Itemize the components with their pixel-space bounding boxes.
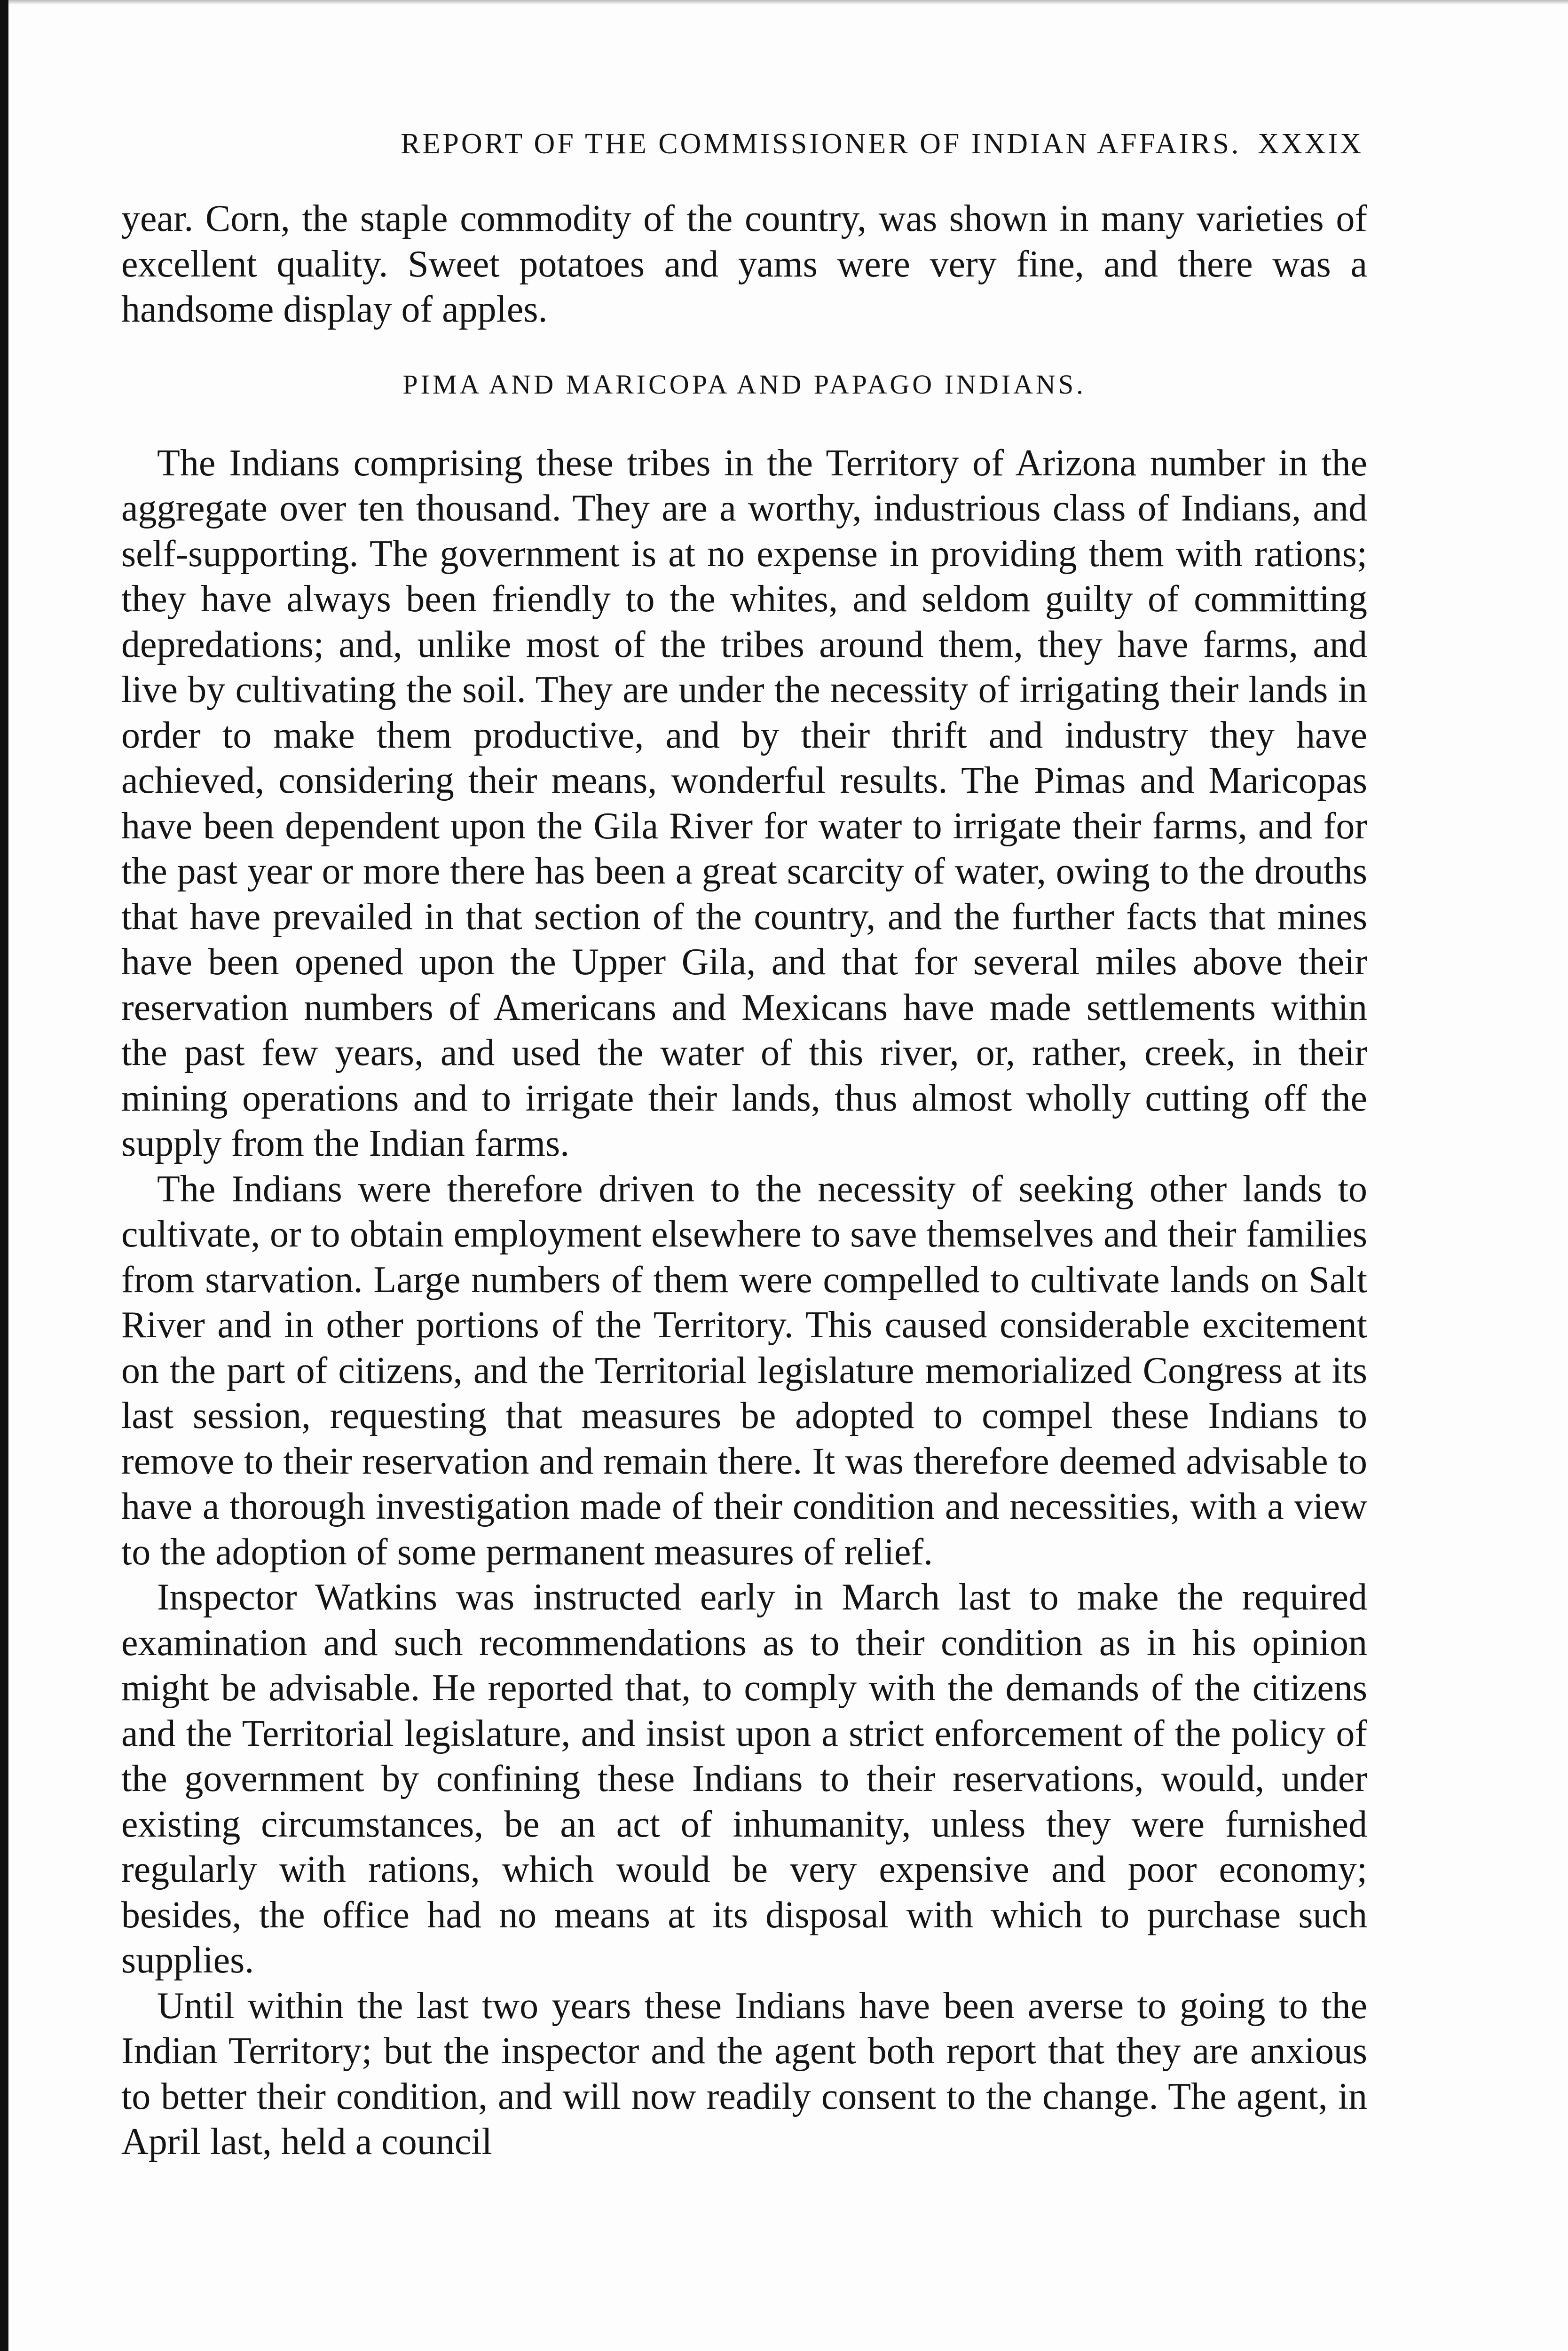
paragraph-2: The Indians were therefore driven to the necessity of seeking other lands to cultivate, or to obtain employment elsewhere to save themselves and their families from starvation. Large numbers of them were compelled to cultivate lands on Salt River and in other portions of the Territory. This caused considerable excitement on the part of citizens, and the Territorial legislature memorialized Congress at its last session, requesting that measures be adopted to compel these Indians to remove to their reservation and remain there. It was therefore deemed advisable to have a thorough investigation made of their condition and necessities, with a view to the adoption of some permanent measures of relief. [121, 1168, 1367, 1573]
paragraph-1: The Indians comprising these tribes in the Territory of Arizona number in the aggregate over ten thousand. They are a worthy, industrious class of Indians, and self-supporting. The government is at no expense in providing them with rations; they have always been friendly to the whites, and seldom guilty of committing depredations; and, unlike most of the tribes around them, they have farms, and live by cultivating the soil. They are under the necessity of irrigating their lands in order to make them productive, and by their thrift and industry they have achieved, considering their means, wonderful results. The Pimas and Maricopas have been dependent upon the Gila River for water to irrigate their farms, and for the past year or more there has been a great scarcity of water, owing to the drouths that have prevailed in that section of the country, and the further facts that mines have been opened upon the Upper Gila, and that for several miles above their reservation numbers of Americans and Mexicans have made settlements within the past few years, and used the water of this river, or, rather, creek, in their mining operations and to irrigate their lands, thus almost wholly cutting off the supply from the Indian farms. [121, 442, 1367, 1164]
section-heading: PIMA AND MARICOPA AND PAPAGO INDIANS. [402, 369, 1086, 400]
paragraph-4: Until within the last two years these Indians have been averse to going to the Indian Territory; but the inspector and the agent both report that they are anxious to better their condition, and will now readily consent to the change. The agent, in April last, held a council [121, 1985, 1367, 2162]
running-title: REPORT OF THE COMMISSIONER OF INDIAN AFFAIRS. [401, 128, 1241, 160]
continuation-paragraph: year. Corn, the staple commodity of the country, was shown in many varieties of excellent quality. Sweet potatoes and yams were very fine, and there was a handsome display of apples. [121, 198, 1367, 330]
running-header [121, 129, 1367, 158]
page-text-block [121, 129, 1367, 2165]
top-scan-shadow [0, 0, 1568, 5]
left-scan-border [0, 0, 8, 2351]
page-number: XXXIX [1258, 128, 1363, 160]
paragraph-3: Inspector Watkins was instructed early in March last to make the required examination and such recommendations as to their condition as in his opinion might be advisable. He reported that, to comply with the demands of the citizens and the Territorial legislature, and insist upon a strict enforcement of the policy of the government by confining these Indians to their reservations, would, under existing circumstances, be an act of inhumanity, unless they were furnished regularly with rations, which would be very expensive and poor economy; besides, the office had no means at its disposal with which to purchase such supplies. [121, 1577, 1367, 1981]
